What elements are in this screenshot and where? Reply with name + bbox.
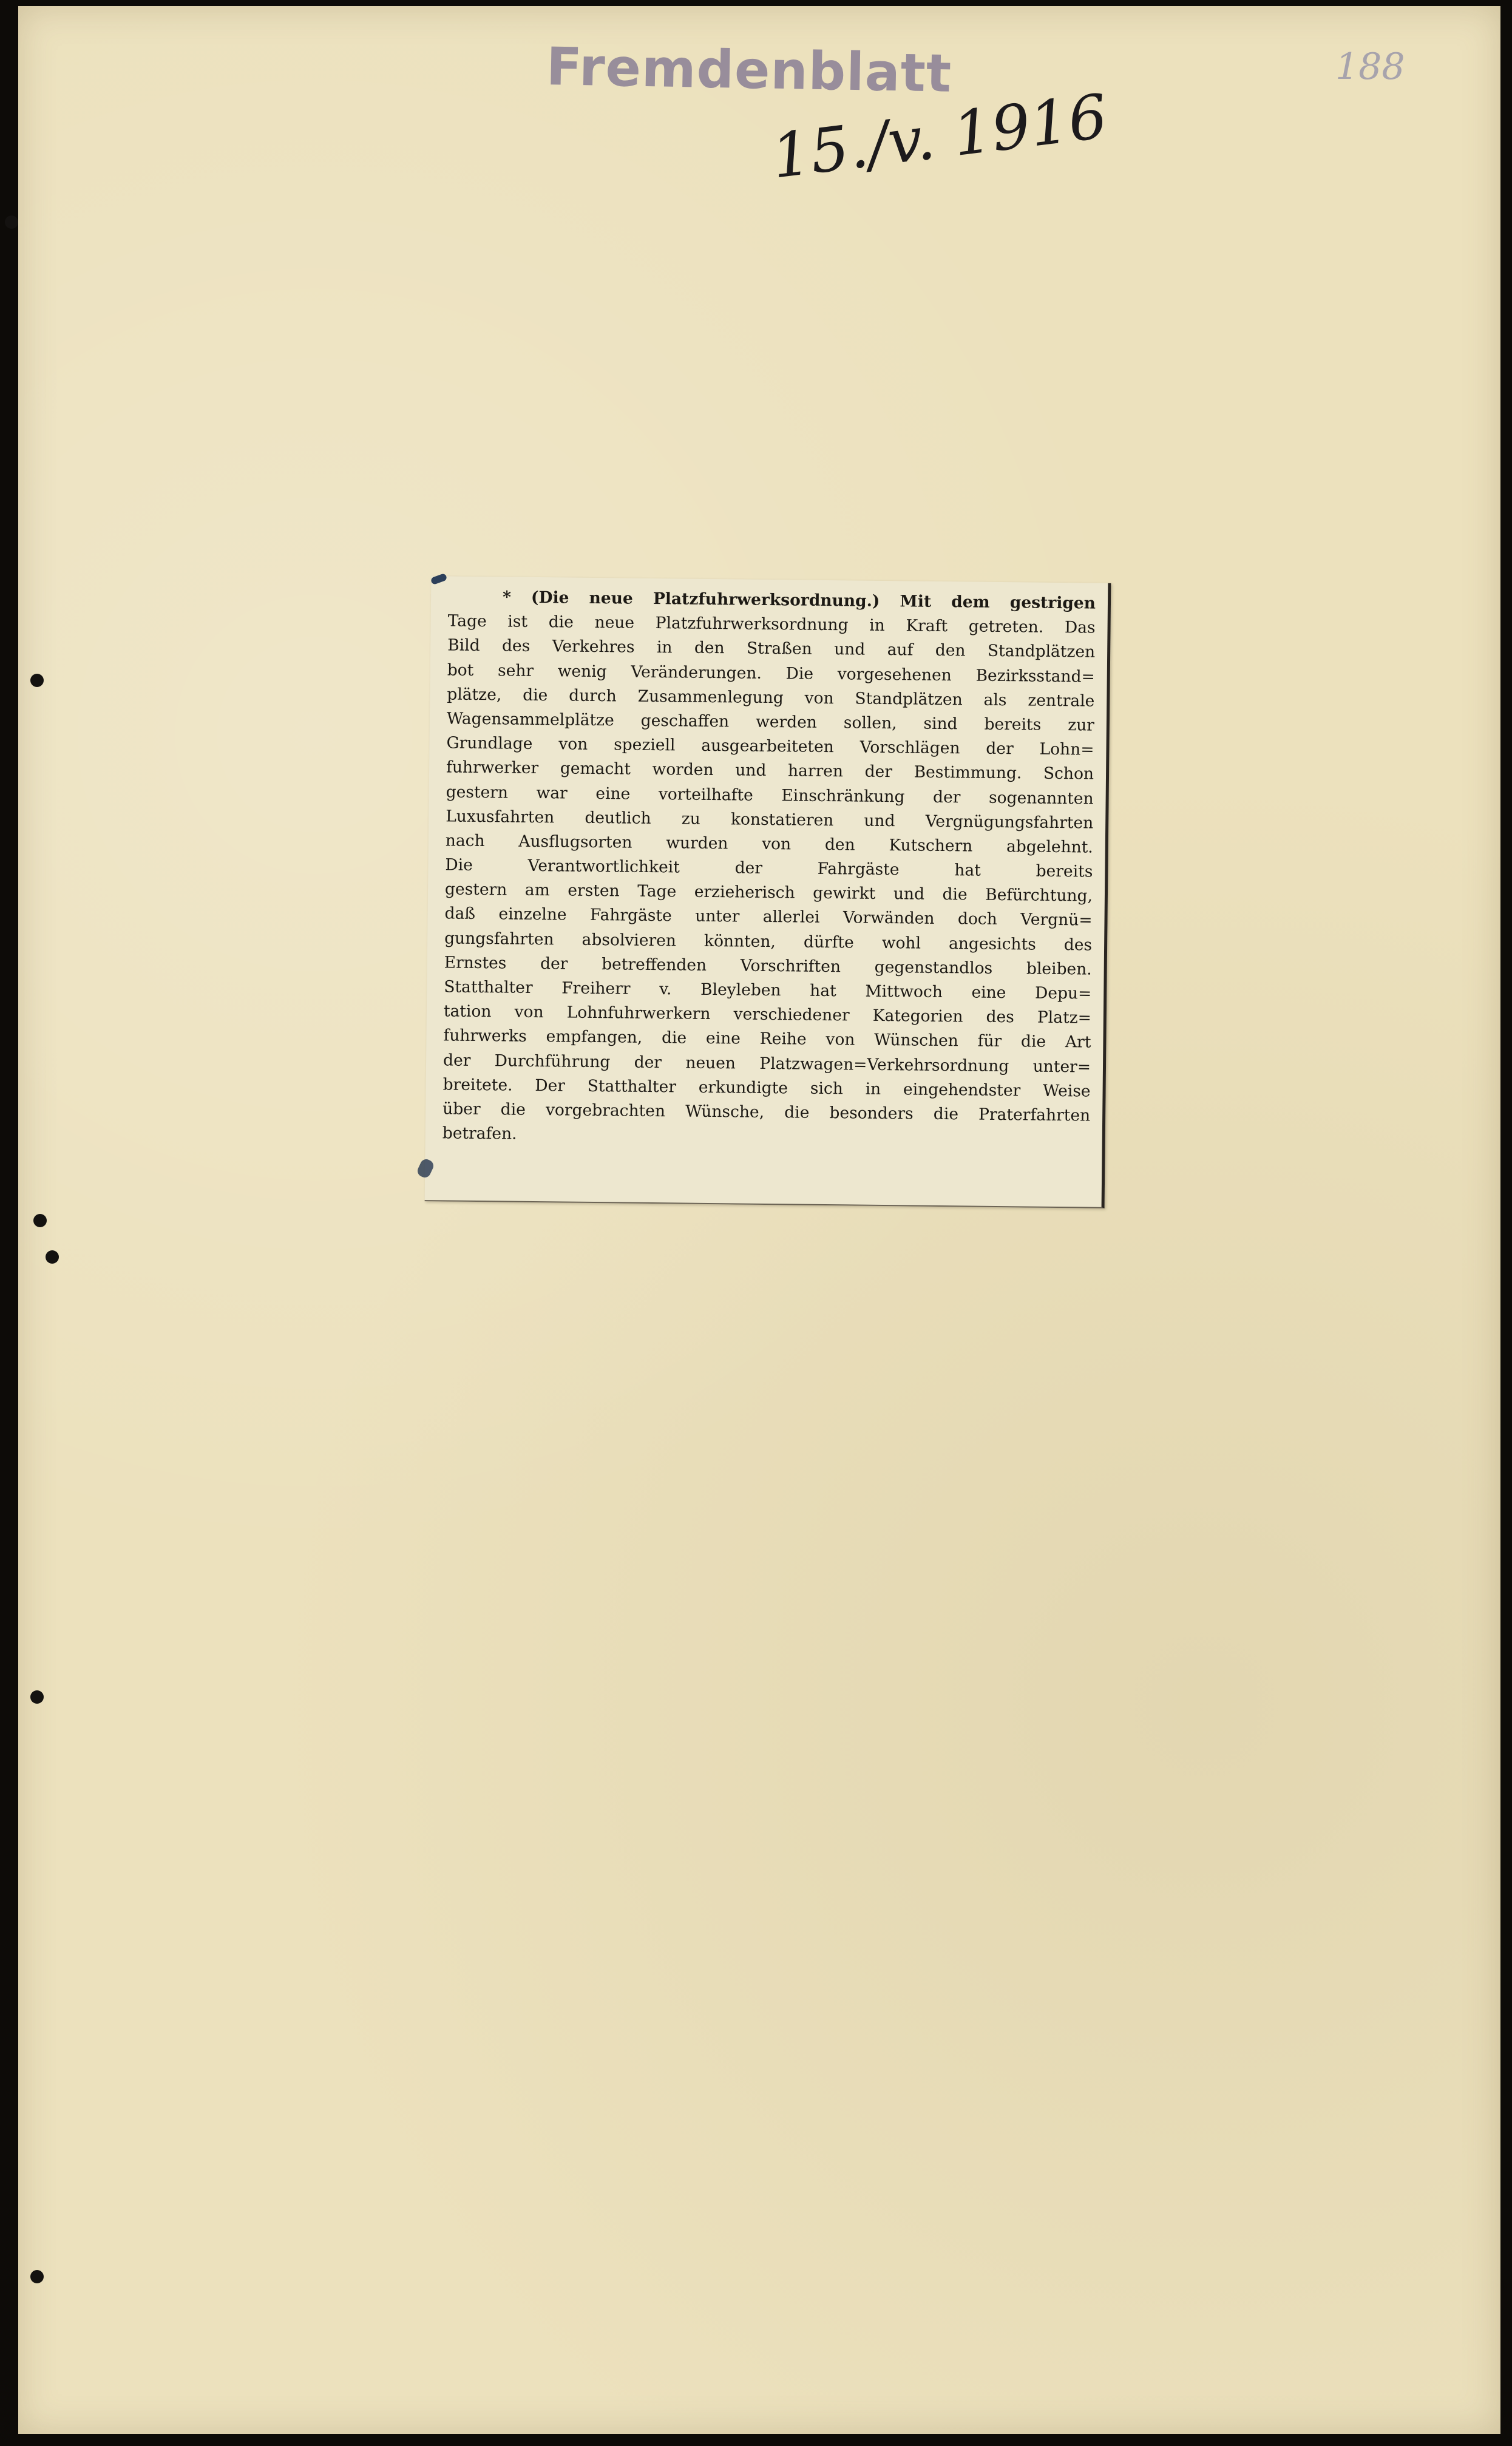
binding-hole [30,2270,44,2283]
clipping-line: fuhrwerks empfangen, die eine Reihe von Wünschen für die Art [443,1026,1091,1052]
newspaper-clipping [425,576,1111,1208]
clipping-line: Grundlage von speziell ausgearbeiteten Vorschlägen der Lohn= [446,733,1094,759]
clipping-line: gestern am ersten Tage erzieherisch gewirkt und die Befürchtung, [444,879,1093,906]
clipping-line: Bild des Verkehres in den Straßen und auf den Standplätzen [447,635,1096,662]
archive-page [18,6,1500,2434]
clipping-line: gestern war eine vorteilhafte Einschränkung der sogenannten [446,782,1094,808]
clipping-line: Luxusfahrten deutlich zu konstatieren und Vergnügungsfahrten [446,807,1094,833]
page-number: 188 [1335,46,1405,88]
clipping-line: über die vorgebrachten Wünsche, die besonders die Praterfahrten [442,1099,1091,1125]
clipping-line: Ernstes der betreffenden Vorschriften gegenstandlos bleiben. [444,953,1092,979]
clipping-line: * (Die neue Platzfuhrwerksordnung.) Mit dem gestrigen [502,588,1096,613]
clipping-line: daß einzelne Fahrgäste unter allerlei Vorwänden doch Vergnü= [444,904,1093,930]
clipping-line: bot sehr wenig Veränderungen. Die vorgesehenen Bezirksstand= [447,660,1095,686]
clipping-line: Die Verantwortlichkeit der Fahrgäste hat bereits [445,855,1093,881]
binding-hole [30,674,44,687]
binding-hole [5,215,18,229]
clipping-line: betrafen. [442,1123,517,1143]
binding-hole [33,1214,47,1227]
clipping-line: plätze, die durch Zusammenlegung von Standplätzen als zentrale [447,685,1095,711]
clipping-line: nach Ausflugsorten wurden von den Kutschern abgelehnt. [445,831,1093,857]
binding-hole [30,1690,44,1704]
clipping-line: fuhrwerker gemacht worden und harren der Bestimmung. Schon [446,757,1094,784]
clipping-line: gungsfahrten absolvieren könnten, dürfte wohl angesichts des [444,929,1093,955]
newspaper-stamp: Fremdenblatt [546,36,952,104]
clipping-line: der Durchführung der neuen Platzwagen=Verkehrsordnung unter= [442,1050,1091,1077]
clipping-line: breitete. Der Statthalter erkundigte sich in eingehendster Weise [442,1075,1091,1101]
binding-hole [46,1250,59,1264]
clipping-line: Wagensammelplätze geschaffen werden sollen, sind bereits zur [446,709,1095,735]
clipping-line: Statthalter Freiherr v. Bleyleben hat Mittwoch eine Depu= [444,977,1092,1003]
clipping-line: Tage ist die neue Platzfuhrwerksordnung in Kraft getreten. Das [447,611,1096,637]
clipping-line: tation von Lohnfuhrwerkern verschiedener Kategorien des Platz= [443,1001,1092,1028]
handwritten-date: 15./v. 1916 [767,80,1111,192]
